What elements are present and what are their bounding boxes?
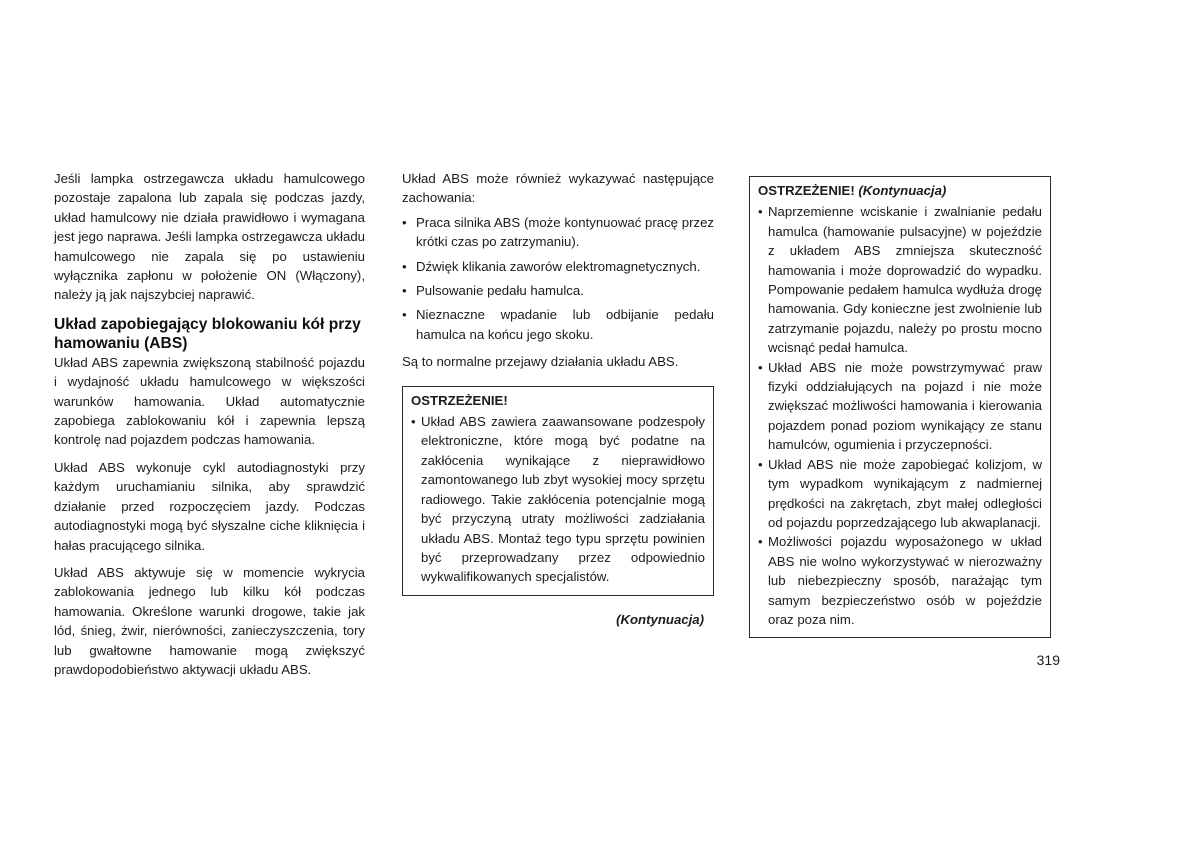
paragraph-normal-behaviour: Są to normalne przejawy działania układu ABS.: [402, 354, 679, 370]
warning-item: • Możliwości pojazdu wyposażonego w układ ABS nie wolno wykorzystywać w nierozważny lub niebezpieczny sposób, narażając tym samym bezpieczeństwo osób w pojeździe oraz poza nim.: [758, 532, 1042, 629]
paragraph-abs-stability: Układ ABS zapewnia zwiększoną stabilność pojazdu i wydajność układu hamulcowego w większości warunków hamowania. Układ automatycznie zapobiega zablokowaniu kół i zapewnia lepszą kontrolę nad pojazdem podczas hamowania.: [54, 354, 365, 448]
continued-label: (Kontynuacja): [616, 611, 704, 627]
warning-title-continuation: (Kontynuacja): [858, 183, 947, 198]
warning-title-continued: [758, 181, 1042, 200]
warning-title-text: OSTRZEŻENIE!: [758, 183, 855, 198]
left-column: [54, 169, 365, 679]
list-item: • Praca silnika ABS (może kontynuować pracę przez krótki czas po zatrzymaniu).: [402, 213, 714, 252]
warning-item: • Naprzemienne wciskanie i zwalnianie pedału hamulca (hamowanie pulsacyjne) w pojeździe z układem ABS zmniejsza skuteczność hamowania i może doprowadzić do wypadku. Pompowanie pedałem hamulca wydłuża drogę hamowania. Gdy konieczne jest zwolnienie lub zatrzymanie pojazdu, należy po prostu mocno wcisnąć pedał hamulca.: [758, 202, 1042, 357]
paragraph-abs-self-check: Układ ABS wykonuje cykl autodiagnostyki przy każdym uruchamianiu silnika, aby sprawdzić działanie przed rozpoczęciem jazdy. Podczas autodiagnostyki mogą być słyszalne ciche kliknięcia i hałas pracującego silnika.: [54, 459, 365, 553]
middle-column: [402, 169, 714, 629]
page-number: 319: [1036, 652, 1060, 668]
warning-list-continued: [758, 202, 1042, 629]
list-item: • Pulsowanie pedału hamulca.: [402, 281, 714, 300]
warning-list: [411, 412, 705, 587]
warning-title: OSTRZEŻENIE!: [411, 392, 508, 408]
list-item: • Nieznaczne wpadanie lub odbijanie pedału hamulca na końcu jego skoku.: [402, 305, 714, 344]
paragraph-abs-behaviours-intro: Układ ABS może również wykazywać następujące zachowania:: [402, 171, 714, 206]
list-item: • Dźwięk klikania zaworów elektromagnetycznych.: [402, 257, 714, 276]
warning-box: [402, 386, 714, 596]
section-heading-abs: Układ zapobiegający blokowaniu kół przy hamowaniu (ABS): [54, 315, 361, 352]
warning-item: • Układ ABS nie może powstrzymywać praw fizyki oddziałujących na pojazd i nie może zwiększać możliwości hamowania i kierowania pojazdem ponad poziom wynikający ze stanu hamulców, ogumienia i przyczepności.: [758, 358, 1042, 455]
abs-behaviours-list: [402, 213, 714, 344]
right-column: [749, 176, 1051, 638]
warning-item: • Układ ABS zawiera zaawansowane podzespoły elektroniczne, które mogą być podatne na zakłócenia wynikające z nieprawidłowo zamontowanego lub zbyt wysokiej mocy sprzętu radiowego. Takie zakłócenia potencjalnie mogą być przyczyną utraty możliwości zadziałania układu ABS. Montaż tego typu sprzętu powinien być przeprowadzany przez odpowiednio wykwalifikowanych specjalistów.: [411, 412, 705, 587]
paragraph-abs-activation: Układ ABS aktywuje się w momencie wykrycia zablokowania jednego lub kilku kół podczas hamowania. Określone warunki drogowe, takie jak lód, śnieg, żwir, nierówności, zanieczyszczenia, tory lub gwałtowne hamowanie mogą zwiększyć prawdopodobieństwo aktywacji układu ABS.: [54, 564, 365, 677]
warning-box-continued: [749, 176, 1051, 638]
warning-item: • Układ ABS nie może zapobiegać kolizjom, w tym wypadkom wynikającym z nadmiernej prędkości na zakrętach, zbyt małej odległości od pojazdu poprzedzającego lub akwaplanacji.: [758, 455, 1042, 533]
paragraph-brake-warning-lamp: Jeśli lampka ostrzegawcza układu hamulcowego pozostaje zapalona lub zapala się podczas jazdy, układ hamulcowy nie działa prawidłowo i wymagana jest jego naprawa. Jeśli lampka ostrzegawcza układu hamulcowego nie zapala się po ustawieniu wyłącznika zapłonu w położenie ON (Włączony), należy ją jak najszybciej naprawić.: [54, 171, 365, 303]
